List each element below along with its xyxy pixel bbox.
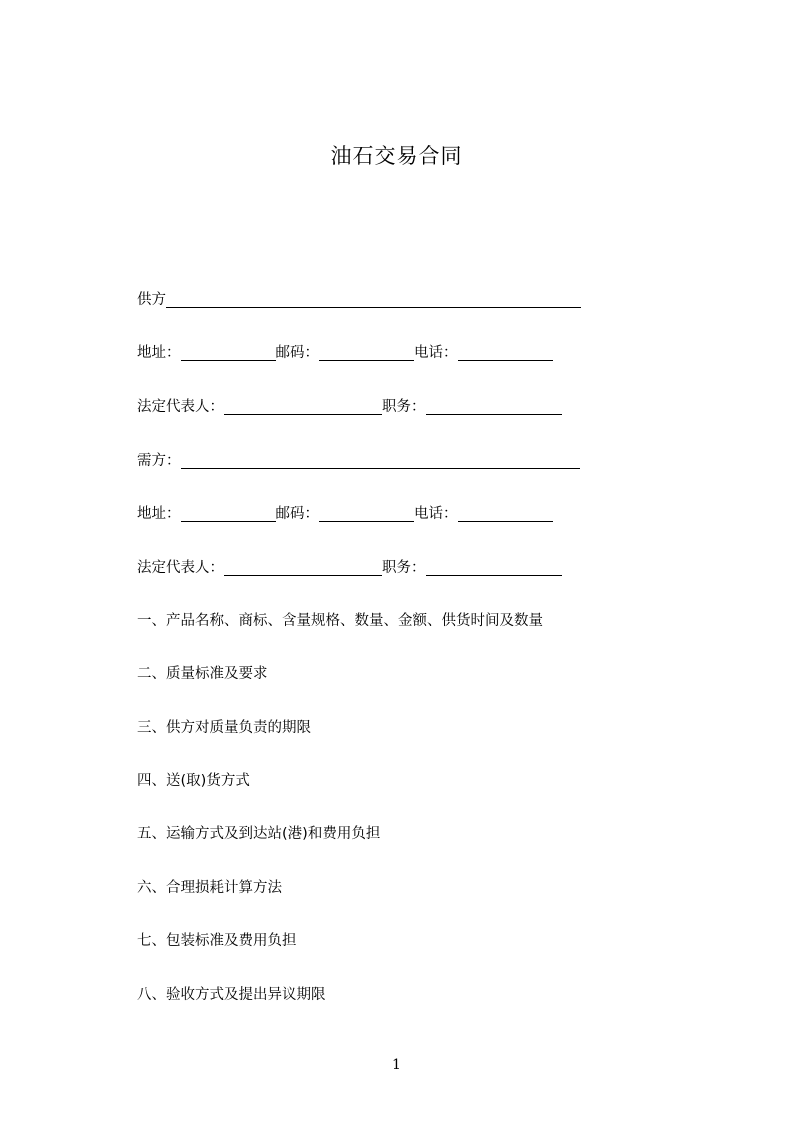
buyer-rep-blank	[224, 559, 382, 576]
supplier-contact-line	[137, 343, 553, 363]
buyer-contact-line	[137, 504, 553, 524]
supplier-phone-label: 电话：	[414, 345, 458, 361]
buyer-line	[137, 451, 580, 471]
clause-2: 二、质量标准及要求	[137, 666, 268, 682]
buyer-address-label: 地址：	[137, 506, 181, 522]
clause-5: 五、运输方式及到达站(港)和费用负担	[137, 826, 381, 842]
document-title: 油石交易合同	[330, 144, 463, 168]
buyer-postcode-blank	[319, 505, 414, 522]
supplier-phone-blank	[458, 344, 553, 361]
supplier-postcode-label: 邮码：	[275, 345, 319, 361]
buyer-rep-line	[137, 558, 562, 578]
clause-3: 三、供方对质量负责的期限	[137, 720, 311, 736]
supplier-label: 供方	[137, 292, 166, 308]
supplier-position-blank	[426, 398, 562, 415]
clause-4: 四、送(取)货方式	[137, 773, 250, 789]
buyer-rep-label: 法定代表人：	[137, 560, 224, 576]
buyer-name-blank	[181, 452, 580, 469]
buyer-position-label: 职务：	[382, 560, 426, 576]
supplier-address-blank	[181, 344, 276, 361]
supplier-rep-label: 法定代表人：	[137, 399, 224, 415]
clause-8: 八、验收方式及提出异议期限	[137, 987, 326, 1003]
buyer-postcode-label: 邮码：	[275, 506, 319, 522]
clause-7: 七、包装标准及费用负担	[137, 933, 297, 949]
buyer-address-blank	[181, 505, 276, 522]
supplier-position-label: 职务：	[382, 399, 426, 415]
supplier-line	[137, 290, 581, 310]
page-number: 1	[392, 1057, 401, 1073]
clause-1: 一、产品名称、商标、含量规格、数量、金额、供货时间及数量	[137, 613, 543, 629]
supplier-address-label: 地址：	[137, 345, 181, 361]
supplier-rep-blank	[224, 398, 382, 415]
clause-6: 六、合理损耗计算方法	[137, 880, 282, 896]
buyer-label: 需方：	[137, 453, 181, 469]
supplier-rep-line	[137, 397, 562, 417]
supplier-postcode-blank	[319, 344, 414, 361]
buyer-position-blank	[426, 559, 562, 576]
buyer-phone-blank	[458, 505, 553, 522]
supplier-name-blank	[166, 291, 581, 308]
buyer-phone-label: 电话：	[414, 506, 458, 522]
